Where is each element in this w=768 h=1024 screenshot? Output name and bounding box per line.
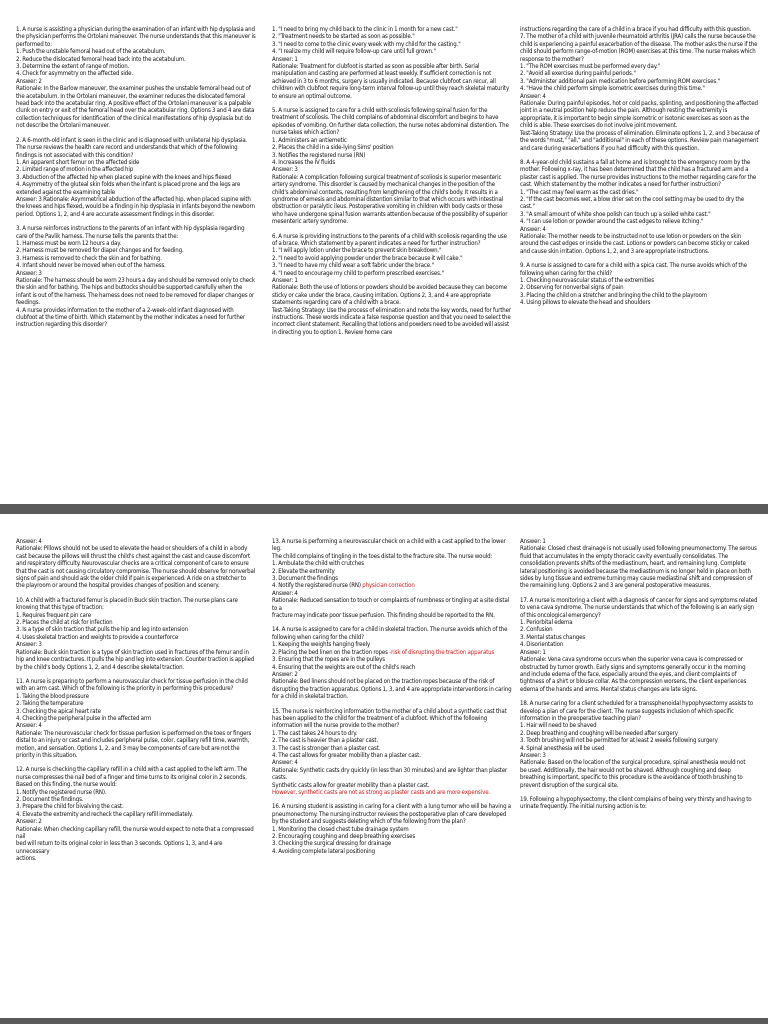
text-column-1: [16, 538, 256, 1006]
question-12: 12. A nurse is checking the capillary refill in a child with a cast applied to the left arm. The nurse compresses the nail bed of a finger and time turns to its original color in 2 seconds. Based on this finding, the nurse would: 1. Notify the registered nurse (RN). 2. Document the findings. 3. Prepare the child for bivalving the cast. 4. Elevate the extremity and recheck the capillary refill immediately. Answer: 2 Rationale: When checking capillary refill, the nurse would expect to note that a compressed nail bed will return to its original color in less than 3 seconds. Options 1, 3, and 4 are unnecessary actions.: [16, 766, 254, 863]
question-17: 17. A nurse is monitoring a client with a diagnosis of cancer for signs and symptoms related to vena cava syndrome. The nurse understands that which of the following is an early sign of this oncological emergency? 1. Periorbital edema 2. Confusion 3. Mental status changes 4. Disorientation Answer: 1 Rationale: Vena cava syndrome occurs when the superior vena cava is compressed or obstructed by tumor growth. Early signs and symptoms generally occur in the morning and include edema of the face, especially around the eyes, and client complaints of tightness of a shirt or blouse collar. As the compression worsens, the client experiences edema of the hands and arms. Mental status changes are late signs.: [520, 596, 758, 693]
question-13: [272, 538, 512, 590]
question-15: [272, 708, 512, 797]
text-column-3: [520, 538, 760, 1006]
handwritten-correction: -risk of disrupting the traction apparatus: [387, 648, 495, 656]
question-2: 2. A 6-month-old infant is seen in the clinic and is diagnosed with unilateral hip dysplasia. The nurse reviews the health care record and understands that which of the following findings is not associated with this condition? 1. An apparent short femur on the affected side 2. Limited range of motion in the affected hip 3. Abduction of the affected hip when placed supine with the knees and hips flexed 4. Asymmetry of the gluteal skin folds when the infant is placed prone and the legs are extended against the examining table Answer: 3 Rationale: Asymmetrical abduction of the affected hip, when placed supine with the knees and hips flexed, would be a finding in hip dysplasia in infants beyond the newborn period. Options 1, 2, and 4 are accurate assessment findings in this disorder.: [16, 136, 255, 218]
question-14-text: 14. A nurse is assigned to care for a child in skeletal traction. The nurse avoids which of the following when caring for the child? 1. Keeping the weights hanging freely 2. Placing the bed linen on the traction ropes: [272, 626, 508, 656]
question-5: 5. A nurse is assigned to care for a child with scoliosis following spinal fusion for the treatment of scoliosis. The child complains of abdominal discomfort and begins to have episodes of vomiting. On further data collection, the nurse notes abdominal distention. The nurse takes which action? 1. Administers an antiemetic 2. Places the child in a side-lying Sims' position 3. Notifies the registered nurse (RN) 4. Increases the IV fluids Answer: 3 Rationale: A complication following surgical treatment of scoliosis is superior mesenteric artery syndrome. This disorder is caused by mechanical changes in the position of the child's abdominal contents, resulting from lengthening of the child's body. It results in a syndrome of emesis and abdominal distention similar to that which occurs with intestinal obstruction or paralytic ileus. Postoperative vomiting in children with body casts or those who have undergone spinal fusion warrants attention because of the possibility of superior mesenteric artery syndrome.: [272, 107, 509, 226]
handwritten-correction: physician correction: [360, 582, 415, 590]
question-19: 19. Following a hypophysectomy, the client complains of being very thirsty and having to urinate frequently. The initial nursing action is to:: [520, 796, 753, 811]
question-6: 6. A nurse is providing instructions to the parents of a child with scoliosis regarding the use of a brace. Which statement by a parent indicates a need for further instruction? 1. "I will apply lotion under the brace to prevent skin breakdown." 2. "I need to avoid applying powder under the brace because it will cake." 3. "I need to have my child wear a soft fabric under the brace." 4. "I need to encourage my child to perform prescribed exercises." Answer: 1 Rationale: Both the use of lotions or powders should be avoided because they can become sticky or cake under the brace, causing irritation. Options 2, 3, and 4 are appropriate statements regarding care of a child with a brace. Test-Taking Strategy: Use the process of elimination and note the key words, need for further instructions. These words indicate a false response question and that you need to select the incorrect client statement. Recalling that lotions and powders need to be avoided will assist in directing you to option 1. Review home care: [272, 232, 512, 336]
answer-9: Answer: 4 Rationale: Pillows should not be used to elevate the head or shoulders of a child in a body cast because the pillows will thrust the child's chest against the cast and cause discomfort and respiratory difficulty. Neurovascular checks are a critical component of care to ensure that the cast is not causing circulatory compromise. The nurse should observe for nonverbal signs of pain and should ask the older child if pain is experienced. A ride on a stretcher to the playroom or around the hospital provides changes of position and scenery.: [16, 538, 256, 590]
document-page-bottom: [0, 514, 768, 1018]
question-3-4: 3. A nurse reinforces instructions to the parents of an infant with hip dysplasia regarding care of the Pavlik harness. The nurse tells the parents that the: 1. Harness must be worn 12 hours a day. 2. Harness must be removed for diaper changes and for feeding. 3. Harness is removed to check the skin and for bathing. 4. Infant should never be moved when out of the harness. Answer: 3 Rationale: The harness should be worn 23 hours a day and should be removed only to check the skin and for bathing. The hips and buttocks should be supported carefully when the infant is out of the harness. The harness does not need to be removed for diaper changes or feedings. 4. A nurse provides information to the mother of a 2-week-old infant diagnosed with clubfoot at the time of birth. Which statement by the mother indicates a need for further instruction regarding this disorder?: [16, 225, 255, 329]
answer-16: Answer: 1 Rationale: Closed chest drainage is not usually used following pneumonectomy. The serous fluid that accumulates in the empty thoracic cavity eventually consolidates. The consolidation prevents shifts of the mediastinum, heart, and remaining lung. Complete lateral positioning is avoided because the mediastinum is no longer held in place on both sides by lung tissue and extreme turning may cause mediastinal shift and compression of the remaining lung. Options 2 and 3 are general postoperative measures.: [520, 538, 757, 590]
question-18: 18. A nurse caring for a client scheduled for a transsphenoidal hypophysectomy assists to develop a plan of care for the client. The nurse suggests inclusion of which specific information in the preoperative teaching plan? 1. Hair will need to be shaved 2. Deep breathing and coughing will be needed after surgery 3. Tooth brushing will not be permitted for at least 2 weeks following surgery 4. Spinal anesthesia will be used Answer: 3 Rationale: Based on the location of the surgical procedure, spinal anesthesia would not be used. Additionally, the hair would not be shaved. Although coughing and deep breathing is important, specific to this procedure is the avoidance of tooth brushing to prevent disruption of the surgical site.: [520, 700, 753, 789]
question-16: 16. A nursing student is assisting in caring for a client with a lung tumor who will be having a pneumonectomy. The nursing instructor reviews the postoperative plan of care developed by the student and suggests deleting which of the following from the plan? 1. Monitoring the closed chest tube drainage system 2. Encouraging coughing and deep breathing exercises 3. Checking the surgical dressing for drainage 4. Avoiding complete lateral positioning: [272, 803, 511, 855]
question-11: 11. A nurse is preparing to perform a neurovascular check for tissue perfusion in the child with an arm cast. Which of the following is the priority in performing this procedure? 1. Taking the blood pressure 2. Taking the temperature 3. Checking the apical heart rate 4. Checking the peripheral pulse in the affected arm Answer: 4 Rationale: The neurovascular check for tissue perfusion is performed on the toes or fingers distal to an injury or cast and includes peripheral pulse, color, capillary refill time, warmth, motion, and sensation. Options 1, 2, and 3 may be components of care but are not the priority in this situation.: [16, 677, 252, 759]
question-15-text: 15. The nurse is reinforcing information to the mother of a child about a synthetic cast that has been applied to the child for the treatment of a clubfoot. Which of the following information will the nurse provide to the mother? 1. The cast takes 24 hours to dry. 2. The cast is heavier than a plaster cast. 3. The cast is stronger than a plaster cast. 4. The cast allows for greater mobility than a plaster cast. Answer: 4 Rationale: Synthetic casts dry quickly (in less than 30 minutes) and are lighter than plaster casts. Synthetic casts allow for greater mobility than a plaster cast.: [272, 707, 508, 789]
question-7: instructions regarding the care of a child in a brace if you had difficulty with this question. 7. The mother of a child with juvenile rheumatoid arthritis (JRA) calls the nurse because the child is experiencing a painful exacerbation of the disease. The mother asks the nurse if the child should perform range-of-motion (ROM) exercises at this time. The nurse makes which response to the mother? 1. "The ROM exercises must be performed every day." 2. "Avoid all exercise during painful periods." 3. "Administer additional pain medication before performing ROM exercises." 4. "Have the child perform simple isometric exercises during this time." Answer: 4 Rationale: During painful episodes, hot or cold packs, splinting, and positioning the affected joint in a neutral position help reduce the pain. Although resting the extremity is appropriate, it is important to begin simple isometric or isotonic exercises as soon as the child is able. These exercises do not involve joint movement. Test-Taking Strategy: Use the process of elimination. Eliminate options 1, 2, and 3 because of the words "must," "all," and "additional" in each of these options. Review pain management and care during exacerbations if you had difficulty with this question.: [520, 26, 760, 152]
text-column-1: [16, 26, 256, 494]
question-4-options: 1. "I need to bring my child back to the clinic in 1 month for a new cast." 2. "Treatment needs to be started as soon as possible." 3. "I need to come to the clinic every week with my child for the casting." 4. "I realize my child will require follow-up care until full grown." Answer: 1 Rationale: Treatment for clubfoot is started as soon as possible after birth. Serial manipulation and casting are performed at least weekly. If sufficient correction is not achieved in 3 to 6 months, surgery is usually indicated. Because clubfoot can recur, all children with clubfoot require long-term interval follow-up until they reach skeletal maturity to ensure an optimal outcome.: [272, 26, 510, 100]
handwritten-correction: However, synthetic casts are not as strong as plaster casts and are more expensive.: [272, 789, 491, 796]
text-column-2: [272, 26, 512, 494]
question-9: 9. A nurse is assigned to care for a child with a spica cast. The nurse avoids which of the following when caring for the child? 1. Checking neurovascular status of the extremities 2. Observing for nonverbal signs of pain 3. Placing the child on a stretcher and bringing the child to the playroom 4. Using pillows to elevate the head and shoulders: [520, 262, 747, 307]
question-10: 10. A child with a fractured femur is placed in Buck skin traction. The nurse plans care knowing that this type of traction: 1. Requires frequent pin care 2. Places the child at risk for infection 3. Is a type of skin traction that pulls the hip and leg into extension 4. Uses skeletal traction and weights to provide a counterforce Answer: 3 Rationale: Buck skin traction is a type of skin traction used in fractures of the femur and in hip and knee contractures. It pulls the hip and leg into extension. Counter traction is applied by the child's body. Options 1, 2, and 4 describe skeletal traction.: [16, 596, 255, 671]
question-14-rest: 3. Ensuring that the ropes are in the pulleys 4. Ensuring that the weights are out of the child's reach Answer: 2 Rationale: Bed linens should not be placed on the traction ropes because of the risk of disrupting the traction apparatus. Options 1, 3, and 4 are appropriate interventions in caring for a child in skeletal traction.: [272, 656, 512, 701]
question-1: 1. A nurse is assisting a physician during the examination of an infant with hip dysplasia and the physician performs the Ortolani maneuver. The nurse understands that this maneuver is performed to: 1. Push the unstable femoral head out of the acetabulum. 2. Reduce the dislocated femoral head back into the acetabulum. 3. Determine the extent of range of motion. 4. Check for asymmetry on the affected side. Answer: 2 Rationale: In the Barlow maneuver, the examiner pushes the unstable femoral head out of the acetabulum. In the Ortolani maneuver, the examiner reduces the dislocated femoral head back into the acetabular ring. A positive effect of the Ortolani maneuver is a palpable clunk on entry or exit of the femoral head over the acetabular ring. Options 3 and 4 are data collection techniques for identification of the clinical manifestations of hip dysplasia but do not describe the Ortolani maneuver.: [16, 26, 256, 130]
question-13-text: 13. A nurse is performing a neurovascular check on a child with a cast applied to the lower leg. The child complains of tingling in the toes distal to the fracture site. The nurse would: 1. Ambulate the child with crutches 2. Elevate the extremity 3. Document the findings 4. Notify the registered nurse (RN): [272, 538, 506, 590]
document-page-top: [0, 0, 768, 504]
text-column-2: [272, 538, 512, 1006]
question-14: [272, 626, 512, 656]
text-column-3: [520, 26, 760, 494]
question-8: 8. A 4-year-old child sustains a fall at home and is brought to the emergency room by the mother. Following x-ray, it has been determined that the child has a fractured arm and a plaster cast is applied. The nurse provides instructions to the mother regarding care for the cast. Which statement by the mother indicates a need for further instruction? 1. "The cast may feel warm as the cast dries." 2. "If the cast becomes wet, a blow drier set on the cool setting may be used to dry the cast." 3. "A small amount of white shoe polish can touch up a soiled white cast." 4. "I can use lotion or powder around the cast edges to relieve itching." Answer: 4 Rationale: The mother needs to be instructed not to use lotion or powders on the skin around the cast edges or inside the cast. Lotions or powders can become sticky or caked and cause skin irritation. Options 1, 2, and 3 are appropriate instructions.: [520, 158, 757, 255]
answer-13: Answer: 4 Rationale: Reduced sensation to touch or complaints of numbness or tingling at a site distal to a fracture may indicate poor tissue perfusion. This finding should be reported to the RN.: [272, 589, 510, 620]
